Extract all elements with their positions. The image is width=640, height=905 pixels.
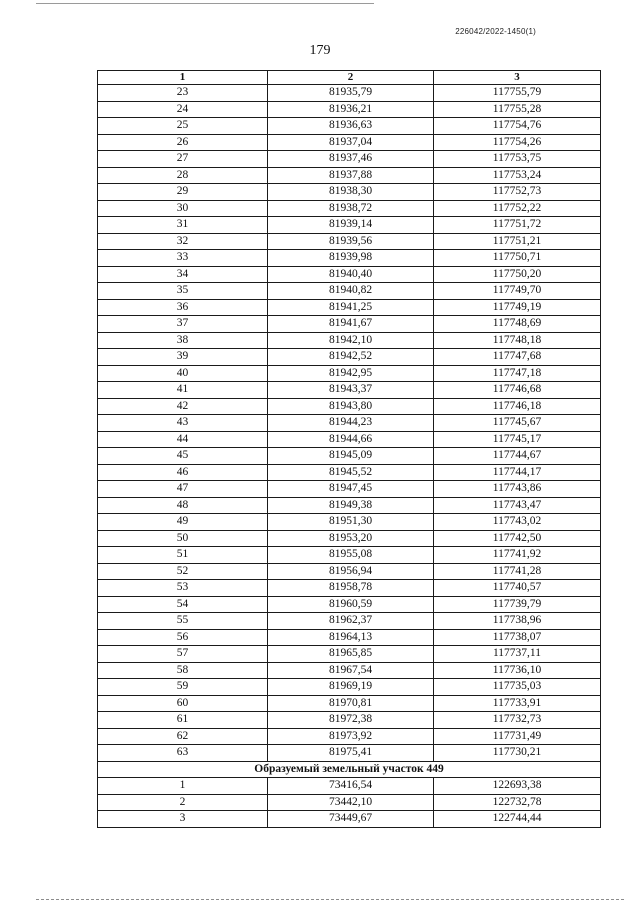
cell-point-number: 35 (98, 283, 268, 300)
table-row (98, 299, 601, 316)
table-row (98, 695, 601, 712)
cell-point-number: 28 (98, 167, 268, 184)
cell-x: 81944,23 (268, 415, 434, 432)
cell-y: 117739,79 (434, 596, 601, 613)
cell-x: 81938,30 (268, 184, 434, 201)
cell-point-number: 25 (98, 118, 268, 135)
cell-x: 81937,04 (268, 134, 434, 151)
cell-point-number: 32 (98, 233, 268, 250)
document-id: 226042/2022-1450(1) (455, 27, 536, 36)
cell-x: 81964,13 (268, 629, 434, 646)
cell-point-number: 31 (98, 217, 268, 234)
cell-point-number: 61 (98, 712, 268, 729)
section-title-row (98, 761, 601, 778)
cell-point-number: 45 (98, 448, 268, 465)
cell-y: 117754,76 (434, 118, 601, 135)
cell-point-number: 36 (98, 299, 268, 316)
column-header-y: 3 (434, 71, 601, 85)
cell-point-number: 51 (98, 547, 268, 564)
table-row (98, 349, 601, 366)
cell-x: 81960,59 (268, 596, 434, 613)
cell-y: 117743,02 (434, 514, 601, 531)
cell-point-number: 53 (98, 580, 268, 597)
cell-y: 117730,21 (434, 745, 601, 762)
table-row (98, 448, 601, 465)
cell-x: 81940,40 (268, 266, 434, 283)
table-row (98, 85, 601, 102)
table-row (98, 332, 601, 349)
cell-y: 122732,78 (434, 794, 601, 811)
cell-x: 81970,81 (268, 695, 434, 712)
cell-point-number: 34 (98, 266, 268, 283)
cell-y: 117744,17 (434, 464, 601, 481)
cell-x: 81937,88 (268, 167, 434, 184)
cell-y: 117745,67 (434, 415, 601, 432)
cell-point-number: 26 (98, 134, 268, 151)
cell-y: 117753,75 (434, 151, 601, 168)
bottom-scan-rule (36, 899, 624, 900)
cell-point-number: 62 (98, 728, 268, 745)
table-row (98, 217, 601, 234)
cell-x: 73449,67 (268, 811, 434, 828)
cell-y: 117738,07 (434, 629, 601, 646)
cell-x: 81942,52 (268, 349, 434, 366)
table-row (98, 646, 601, 663)
table-row (98, 629, 601, 646)
cell-point-number: 43 (98, 415, 268, 432)
cell-x: 81939,98 (268, 250, 434, 267)
cell-point-number: 49 (98, 514, 268, 531)
cell-x: 81941,25 (268, 299, 434, 316)
cell-y: 122693,38 (434, 778, 601, 795)
table-row (98, 547, 601, 564)
cell-y: 117753,24 (434, 167, 601, 184)
cell-point-number: 52 (98, 563, 268, 580)
table-row (98, 283, 601, 300)
cell-y: 117738,96 (434, 613, 601, 630)
cell-x: 81973,92 (268, 728, 434, 745)
cell-x: 81955,08 (268, 547, 434, 564)
cell-point-number: 30 (98, 200, 268, 217)
cell-y: 117746,68 (434, 382, 601, 399)
table-row (98, 398, 601, 415)
cell-x: 81945,52 (268, 464, 434, 481)
cell-point-number: 59 (98, 679, 268, 696)
cell-x: 81942,95 (268, 365, 434, 382)
table-row (98, 316, 601, 333)
cell-y: 117740,57 (434, 580, 601, 597)
cell-x: 81972,38 (268, 712, 434, 729)
table-row (98, 778, 601, 795)
table-row (98, 250, 601, 267)
cell-x: 81945,09 (268, 448, 434, 465)
cell-point-number: 38 (98, 332, 268, 349)
table-row (98, 497, 601, 514)
cell-point-number: 42 (98, 398, 268, 415)
cell-x: 81937,46 (268, 151, 434, 168)
table-row (98, 580, 601, 597)
cell-y: 117736,10 (434, 662, 601, 679)
cell-y: 117751,72 (434, 217, 601, 234)
cell-y: 117749,19 (434, 299, 601, 316)
cell-x: 81969,19 (268, 679, 434, 696)
table-body-parcel-449 (98, 778, 601, 828)
cell-point-number: 40 (98, 365, 268, 382)
table-row (98, 662, 601, 679)
section-title: Образуемый земельный участок 449 (98, 761, 601, 778)
cell-y: 117731,49 (434, 728, 601, 745)
table-row (98, 530, 601, 547)
page-number: 179 (309, 43, 331, 58)
table-row (98, 365, 601, 382)
table-row (98, 134, 601, 151)
cell-y: 117750,71 (434, 250, 601, 267)
cell-y: 117735,03 (434, 679, 601, 696)
cell-x: 81958,78 (268, 580, 434, 597)
cell-x: 81953,20 (268, 530, 434, 547)
cell-y: 117752,22 (434, 200, 601, 217)
cell-x: 81939,56 (268, 233, 434, 250)
cell-y: 117743,47 (434, 497, 601, 514)
cell-x: 81940,82 (268, 283, 434, 300)
table-row (98, 745, 601, 762)
cell-point-number: 29 (98, 184, 268, 201)
table-row (98, 101, 601, 118)
cell-point-number: 58 (98, 662, 268, 679)
cell-point-number: 44 (98, 431, 268, 448)
cell-y: 117747,68 (434, 349, 601, 366)
cell-point-number: 24 (98, 101, 268, 118)
coordinates-table (97, 70, 601, 828)
cell-point-number: 54 (98, 596, 268, 613)
cell-point-number: 56 (98, 629, 268, 646)
cell-point-number: 50 (98, 530, 268, 547)
cell-y: 117755,28 (434, 101, 601, 118)
cell-x: 81939,14 (268, 217, 434, 234)
cell-x: 73416,54 (268, 778, 434, 795)
cell-x: 73442,10 (268, 794, 434, 811)
cell-y: 117732,73 (434, 712, 601, 729)
cell-point-number: 48 (98, 497, 268, 514)
table-row (98, 481, 601, 498)
cell-y: 117741,92 (434, 547, 601, 564)
cell-y: 117751,21 (434, 233, 601, 250)
header-row (98, 71, 601, 85)
top-scan-rule (36, 3, 374, 4)
table-row (98, 464, 601, 481)
cell-x: 81942,10 (268, 332, 434, 349)
cell-point-number: 2 (98, 794, 268, 811)
cell-y: 117754,26 (434, 134, 601, 151)
cell-x: 81951,30 (268, 514, 434, 531)
table-row (98, 794, 601, 811)
table-row (98, 514, 601, 531)
table-row (98, 811, 601, 828)
cell-point-number: 55 (98, 613, 268, 630)
cell-y: 117742,50 (434, 530, 601, 547)
table-row (98, 382, 601, 399)
cell-x: 81935,79 (268, 85, 434, 102)
cell-x: 81962,37 (268, 613, 434, 630)
table-row (98, 679, 601, 696)
table-row (98, 728, 601, 745)
section-title-body (98, 761, 601, 778)
cell-point-number: 63 (98, 745, 268, 762)
cell-x: 81943,80 (268, 398, 434, 415)
table-row (98, 151, 601, 168)
cell-x: 81941,67 (268, 316, 434, 333)
cell-x: 81944,66 (268, 431, 434, 448)
cell-y: 117746,18 (434, 398, 601, 415)
cell-point-number: 47 (98, 481, 268, 498)
cell-x: 81947,45 (268, 481, 434, 498)
cell-y: 122744,44 (434, 811, 601, 828)
table-row (98, 167, 601, 184)
cell-point-number: 23 (98, 85, 268, 102)
cell-point-number: 37 (98, 316, 268, 333)
cell-y: 117737,11 (434, 646, 601, 663)
cell-point-number: 1 (98, 778, 268, 795)
cell-x: 81967,54 (268, 662, 434, 679)
cell-y: 117733,91 (434, 695, 601, 712)
table-row (98, 184, 601, 201)
cell-x: 81949,38 (268, 497, 434, 514)
cell-x: 81936,21 (268, 101, 434, 118)
table-row (98, 415, 601, 432)
cell-y: 117745,17 (434, 431, 601, 448)
cell-y: 117755,79 (434, 85, 601, 102)
cell-point-number: 41 (98, 382, 268, 399)
cell-point-number: 39 (98, 349, 268, 366)
cell-y: 117744,67 (434, 448, 601, 465)
cell-y: 117748,18 (434, 332, 601, 349)
table-row (98, 613, 601, 630)
table-row (98, 266, 601, 283)
cell-y: 117743,86 (434, 481, 601, 498)
cell-y: 117748,69 (434, 316, 601, 333)
cell-point-number: 60 (98, 695, 268, 712)
table-row (98, 118, 601, 135)
column-header-x: 2 (268, 71, 434, 85)
cell-point-number: 57 (98, 646, 268, 663)
cell-y: 117741,28 (434, 563, 601, 580)
column-header-point-number: 1 (98, 71, 268, 85)
table-row (98, 233, 601, 250)
table-body-parcel-continuation (98, 85, 601, 762)
cell-x: 81936,63 (268, 118, 434, 135)
cell-x: 81975,41 (268, 745, 434, 762)
cell-point-number: 27 (98, 151, 268, 168)
table-row (98, 563, 601, 580)
cell-y: 117749,70 (434, 283, 601, 300)
table-row (98, 596, 601, 613)
cell-y: 117747,18 (434, 365, 601, 382)
cell-x: 81965,85 (268, 646, 434, 663)
cell-y: 117750,20 (434, 266, 601, 283)
cell-point-number: 46 (98, 464, 268, 481)
cell-point-number: 33 (98, 250, 268, 267)
table-row (98, 712, 601, 729)
cell-x: 81956,94 (268, 563, 434, 580)
cell-x: 81938,72 (268, 200, 434, 217)
cell-x: 81943,37 (268, 382, 434, 399)
cell-point-number: 3 (98, 811, 268, 828)
table-row (98, 431, 601, 448)
cell-y: 117752,73 (434, 184, 601, 201)
table-row (98, 200, 601, 217)
